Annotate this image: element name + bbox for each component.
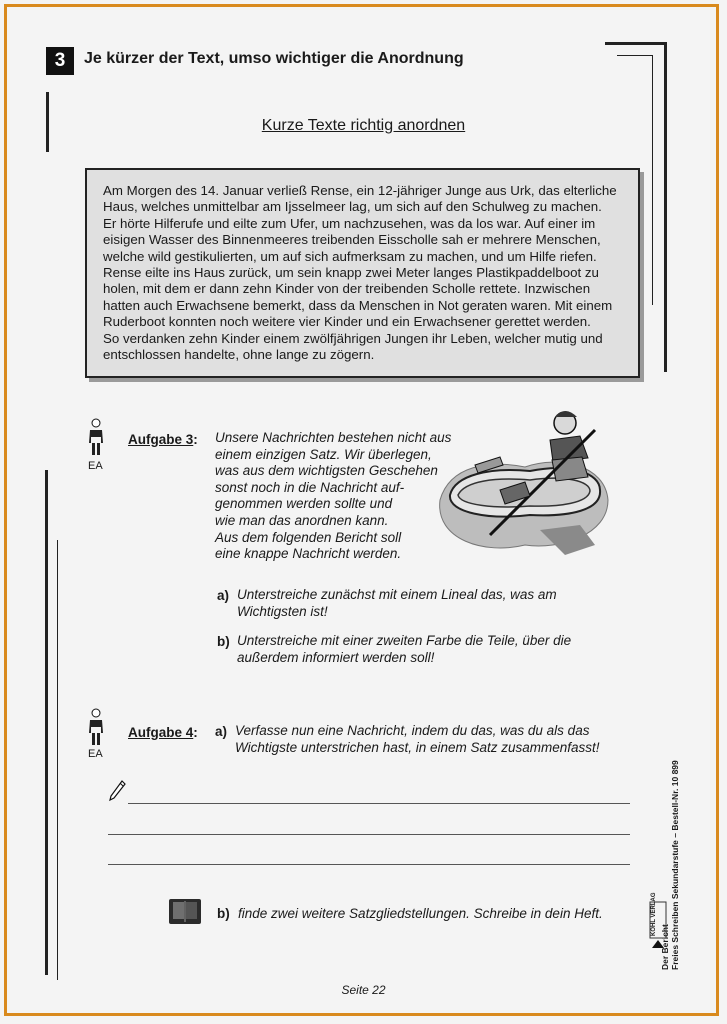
pencil-icon: [108, 780, 126, 809]
story-line: Am Morgen des 14. Januar verließ Rense, ein 12-jähriger Junge aus Urk, das elterliche: [103, 183, 617, 198]
story-line: hatten auch Erwachsene bemerkt, dass da Menschen in Not geraten waren. Mit einem: [103, 297, 613, 313]
publisher-logo: KOHL VERLAG: [648, 900, 670, 952]
task-label: Aufgabe 4: [128, 725, 194, 740]
task3-b-text: Unterstreiche mit einer zweiten Farbe die Teile, über die außerdem informiert werden soll!: [237, 633, 572, 665]
story-line: entschlossen handelte, ohne lange zu zögern.: [103, 347, 375, 363]
subtitle: Kurze Texte richtig anordnen: [261, 117, 466, 134]
task4-b-marker: b): [217, 906, 230, 921]
story-line: Haus, welches unmittelbar am Ijsselmeer lag, um sich auf den Schulweg zu machen.: [103, 199, 602, 215]
story-line: holen, mit dem er dann zehn Kinder von der treibenden Scholle rettete. Inzwischen: [103, 281, 591, 297]
rule-top-right-v2: [652, 55, 653, 305]
story-line: So verdanken zehn Kinder einem zwölfjährigen Jungen ihr Leben, welcher mutig und: [103, 330, 603, 346]
rule-left-v2: [57, 540, 58, 980]
task3-a-text: Unterstreiche zunächst mit einem Lineal das, was am Wichtigsten ist!: [237, 587, 557, 619]
page-title: Je kürzer der Text, umso wichtiger die Anordnung: [84, 50, 464, 67]
chapter-number: 3: [46, 47, 74, 75]
book-icon: [167, 896, 203, 931]
story-line: Er hörte Hilferufe und eilte zum Ufer, um nachzusehen, was da los war. Auf einer im: [103, 215, 596, 231]
task4-heading: Aufgabe 4:: [128, 725, 198, 740]
page-number: Seite 22: [341, 983, 386, 997]
rule-top-right-h: [605, 42, 667, 45]
person-icon: [88, 418, 104, 463]
person-icon: [88, 708, 104, 753]
task4-b-text: finde zwei weitere Satzgliedstellungen. Schreibe in dein Heft.: [238, 906, 603, 921]
answer-line[interactable]: [108, 834, 630, 835]
rule-top-right-v: [664, 42, 667, 372]
task4-a-marker: a): [215, 724, 228, 739]
ea-label: EA: [88, 748, 103, 760]
task3-intro: Unsere Nachrichten bestehen nicht aus einem einzigen Satz. Wir überlegen, was aus dem wichtigsten Geschehen sonst noch in die Nachricht auf- genommen werden sollte und wie man das anordnen kann. Aus dem folgenden Bericht soll eine knappe Nachricht werden.: [215, 430, 452, 562]
rule-top-h2: [617, 55, 653, 56]
story-line: Rense eilte ins Haus zurück, um sein knapp zwei Meter langes Plastikpaddelboot zu: [103, 265, 599, 281]
story-line: welche wild gestikulierten, um auf sich aufmerksam zu machen, und um Hilfe riefen.: [103, 248, 597, 264]
boat-illustration: [430, 405, 615, 570]
story-line: eisigen Wasser des Binnenmeeres treibenden Eisscholle sah er mehrere Menschen,: [103, 232, 601, 248]
task3-heading: Aufgabe 3:: [128, 432, 198, 447]
rule-left-v: [45, 470, 48, 975]
task3-b-marker: b): [217, 634, 230, 649]
task4-a-text: Verfasse nun eine Nachricht, indem du das, was du als das Wichtigste unterstrichen hast, in einem Satz zusammenfasst!: [235, 723, 600, 755]
story-line: Ruderboot konnten noch weitere vier Kinder und ein Erwachsener gerettet werden.: [103, 314, 591, 330]
sidebar-line1: Der Bericht: [660, 924, 670, 970]
story-box: [85, 168, 640, 378]
answer-line[interactable]: [108, 864, 630, 865]
answer-line[interactable]: [128, 803, 630, 804]
ea-label: EA: [88, 460, 103, 472]
sidebar-line2: Freies Schreiben Sekundarstufe – Bestell-Nr. 10 899: [670, 760, 680, 970]
task-label: Aufgabe 3: [128, 432, 194, 447]
task3-a-marker: a): [217, 588, 230, 603]
